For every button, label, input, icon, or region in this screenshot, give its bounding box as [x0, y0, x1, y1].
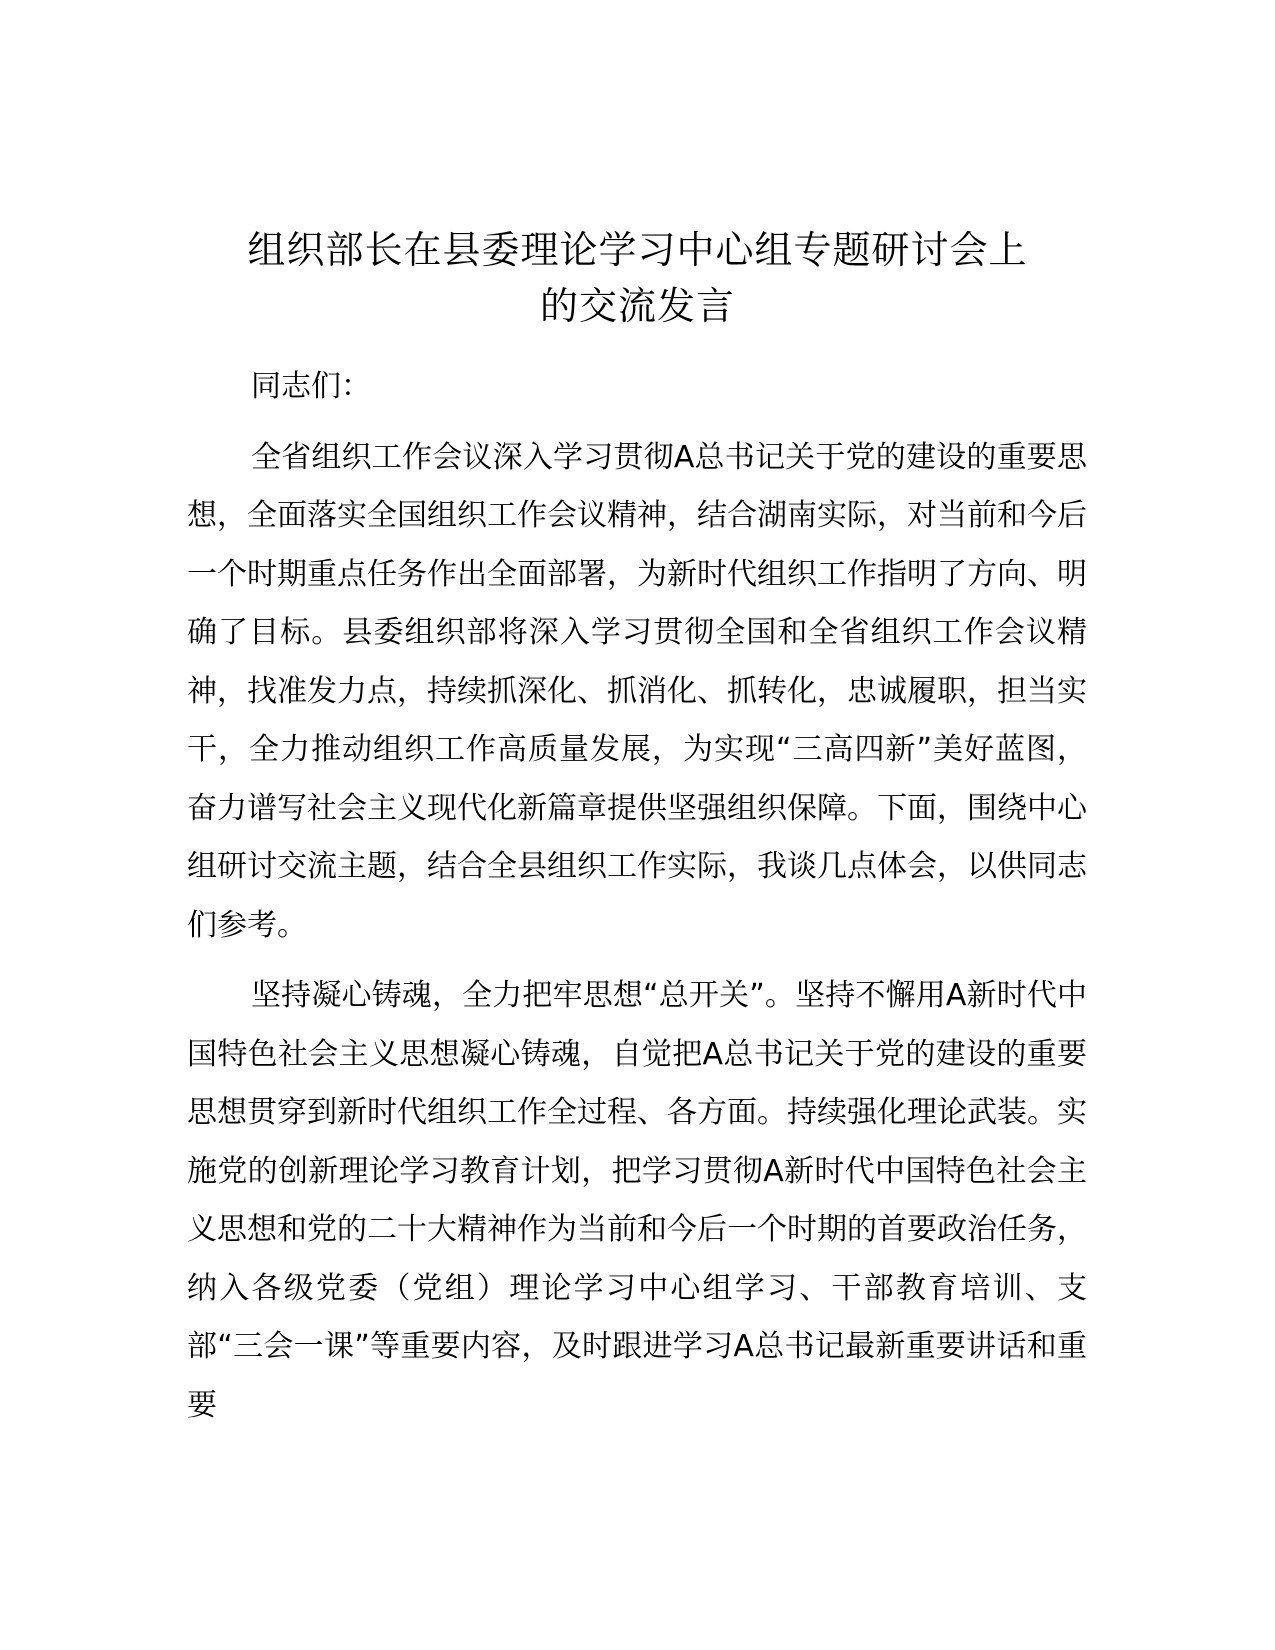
title-line-1: 组织部长在县委理论学习中心组专题研讨会上 [247, 228, 1028, 272]
document-body [187, 358, 1087, 1447]
paragraph-section-1: 坚持凝心铸魂，全力把牢思想“总开关”。坚持不懈用A新时代中国特色社会主义思想凝心铸魂，自觉把A总书记关于党的建设的重要思想贯穿到新时代组织工作全过程、各方面。持续强化理论武装。实施党的创新理论学习教育计划，把学习贯彻A新时代中国特色社会主义思想和党的二十大精神作为当前和今后一个时期的首要政治任务，纳入各级党委（党组）理论学习中心组学习、干部教育培训、支部“三会一课”等重要内容，及时跟进学习A总书记最新重要讲话和重要 [187, 978, 1087, 1423]
paragraph-intro: 全省组织工作会议深入学习贯彻A总书记关于党的建设的重要思想，全面落实全国组织工作会议精神，结合湖南实际，对当前和今后一个时期重点任务作出全面部署，为新时代组织工作指明了方向、明确了目标。县委组织部将深入学习贯彻全国和全省组织工作会议精神，找准发力点，持续抓深化、抓消化、抓转化，忠诚履职，担当实干，全力推动组织工作高质量发展，为实现“三高四新”美好蓝图，奋力谱写社会主义现代化新篇章提供坚强组织保障。下面，围绕中心组研讨交流主题，结合全县组织工作实际，我谈几点体会，以供同志们参考。 [187, 439, 1087, 943]
salutation: 同志们： [251, 369, 371, 404]
title-line-2: 的交流发言 [539, 284, 735, 328]
page-title [170, 222, 1105, 334]
